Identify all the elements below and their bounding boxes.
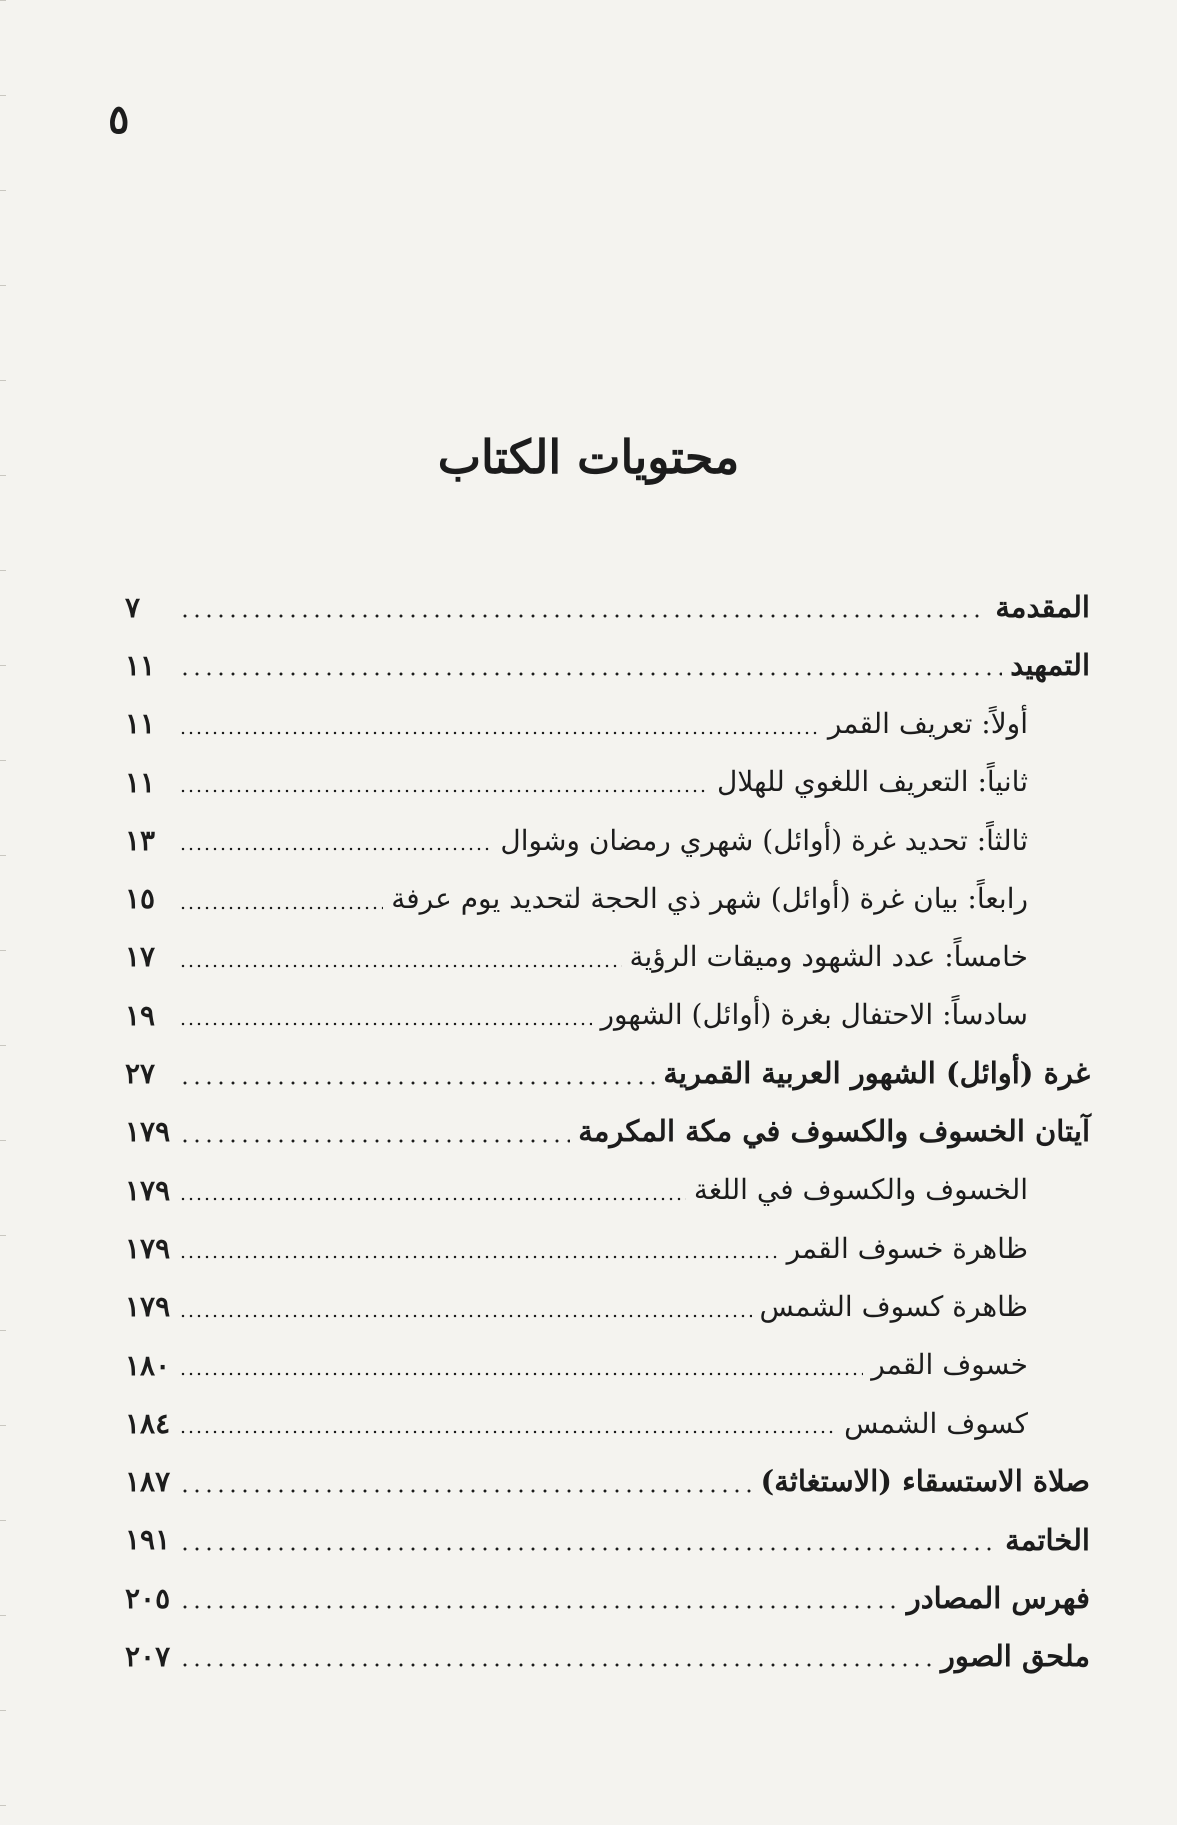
dot-leader xyxy=(179,847,492,851)
toc-entry-page: ١٣ xyxy=(125,823,156,857)
toc-entry-title: أولاً: تعريف القمر xyxy=(827,706,1028,740)
dot-leader xyxy=(179,1430,836,1434)
page-title: محتويات الكتاب xyxy=(437,430,740,484)
toc-entry-page: ١٩ xyxy=(125,998,156,1032)
dot-leader xyxy=(179,1314,752,1318)
toc-entry-page: ٢٠٥ xyxy=(125,1581,171,1615)
toc-entry-main xyxy=(125,1103,1090,1161)
toc-entry-title: سادساً: الاحتفال بغرة (أوائل) الشهور xyxy=(600,998,1028,1032)
toc-entry-sub xyxy=(125,753,1090,811)
dot-leader xyxy=(179,672,1002,676)
toc-entry-title: الخسوف والكسوف في اللغة xyxy=(693,1173,1028,1207)
toc-entry-title: الخاتمة xyxy=(1005,1522,1090,1557)
toc-entry-sub xyxy=(125,1394,1090,1452)
toc-entry-page: ١٨٧ xyxy=(125,1465,171,1499)
dot-leader xyxy=(179,1139,570,1143)
toc-entry-page: ١٨٠ xyxy=(125,1348,171,1382)
toc-entry-sub xyxy=(125,1161,1090,1219)
toc-entry-title: آيتان الخسوف والكسوف في مكة المكرمة xyxy=(578,1114,1090,1149)
toc-entry-page: ١٧٩ xyxy=(125,1231,171,1265)
toc-entry-sub xyxy=(125,1336,1090,1394)
toc-entry-main xyxy=(125,578,1090,636)
toc-entry-sub xyxy=(125,1219,1090,1277)
toc-entry-sub xyxy=(125,869,1090,927)
toc-entry-title: المقدمة xyxy=(995,589,1090,624)
toc-entry-page: ١١ xyxy=(125,707,156,741)
toc-entry-sub xyxy=(125,928,1090,986)
toc-entry-page: ١٥ xyxy=(125,882,156,916)
dot-leader xyxy=(179,789,709,793)
toc-entry-page: ١٨٤ xyxy=(125,1406,171,1440)
toc-entry-main xyxy=(125,1452,1090,1510)
dot-leader xyxy=(179,731,820,735)
toc-entry-page: ١١ xyxy=(125,648,156,682)
table-of-contents xyxy=(125,578,1090,1686)
dot-leader xyxy=(179,1663,933,1667)
toc-entry-page: ١١ xyxy=(125,765,156,799)
toc-entry-title: كسوف الشمس xyxy=(844,1406,1028,1440)
toc-entry-title: خامساً: عدد الشهود وميقات الرؤية xyxy=(629,940,1028,974)
toc-entry-title: رابعاً: بيان غرة (أوائل) شهر ذي الحجة لتحديد يوم عرفة xyxy=(391,881,1028,915)
page-number: ٥ xyxy=(108,96,130,143)
dot-leader xyxy=(179,1547,997,1551)
dot-leader xyxy=(179,1372,863,1376)
toc-entry-sub xyxy=(125,1278,1090,1336)
page-edge-marks xyxy=(0,0,6,1825)
toc-entry-title: التمهيد xyxy=(1010,648,1090,683)
toc-entry-page: ٧ xyxy=(125,590,141,624)
dot-leader xyxy=(179,906,383,910)
toc-entry-title: فهرس المصادر xyxy=(906,1580,1090,1615)
dot-leader xyxy=(179,1197,686,1201)
dot-leader xyxy=(179,1081,655,1085)
toc-entry-sub xyxy=(125,811,1090,869)
toc-entry-main xyxy=(125,1044,1090,1102)
toc-entry-main xyxy=(125,636,1090,694)
dot-leader xyxy=(179,964,622,968)
toc-entry-main xyxy=(125,1569,1090,1627)
toc-entry-title: ثالثاً: تحديد غرة (أوائل) شهري رمضان وشوال xyxy=(500,823,1028,857)
dot-leader xyxy=(179,614,987,618)
toc-entry-title: ثانياً: التعريف اللغوي للهلال xyxy=(717,765,1028,799)
dot-leader xyxy=(179,1605,899,1609)
toc-entry-title: ظاهرة كسوف الشمس xyxy=(759,1289,1028,1323)
toc-entry-page: ١٩١ xyxy=(125,1523,171,1557)
toc-entry-sub xyxy=(125,986,1090,1044)
dot-leader xyxy=(179,1022,592,1026)
toc-entry-page: ١٧٩ xyxy=(125,1115,171,1149)
toc-entry-page: ١٧٩ xyxy=(125,1290,171,1324)
toc-entry-main xyxy=(125,1627,1090,1685)
toc-entry-title: ملحق الصور xyxy=(940,1639,1090,1674)
dot-leader xyxy=(179,1255,779,1259)
toc-entry-sub xyxy=(125,695,1090,753)
toc-entry-page: ٢٧ xyxy=(125,1057,156,1091)
toc-entry-title: صلاة الاستسقاء (الاستغاثة) xyxy=(760,1464,1090,1499)
toc-entry-page: ١٧٩ xyxy=(125,1173,171,1207)
dot-leader xyxy=(179,1489,752,1493)
toc-entry-title: ظاهرة خسوف القمر xyxy=(786,1231,1028,1265)
toc-entry-page: ١٧ xyxy=(125,940,156,974)
toc-entry-title: خسوف القمر xyxy=(871,1348,1028,1382)
toc-entry-main xyxy=(125,1511,1090,1569)
toc-entry-title: غرة (أوائل) الشهور العربية القمرية xyxy=(663,1056,1090,1091)
toc-entry-page: ٢٠٧ xyxy=(125,1639,171,1673)
